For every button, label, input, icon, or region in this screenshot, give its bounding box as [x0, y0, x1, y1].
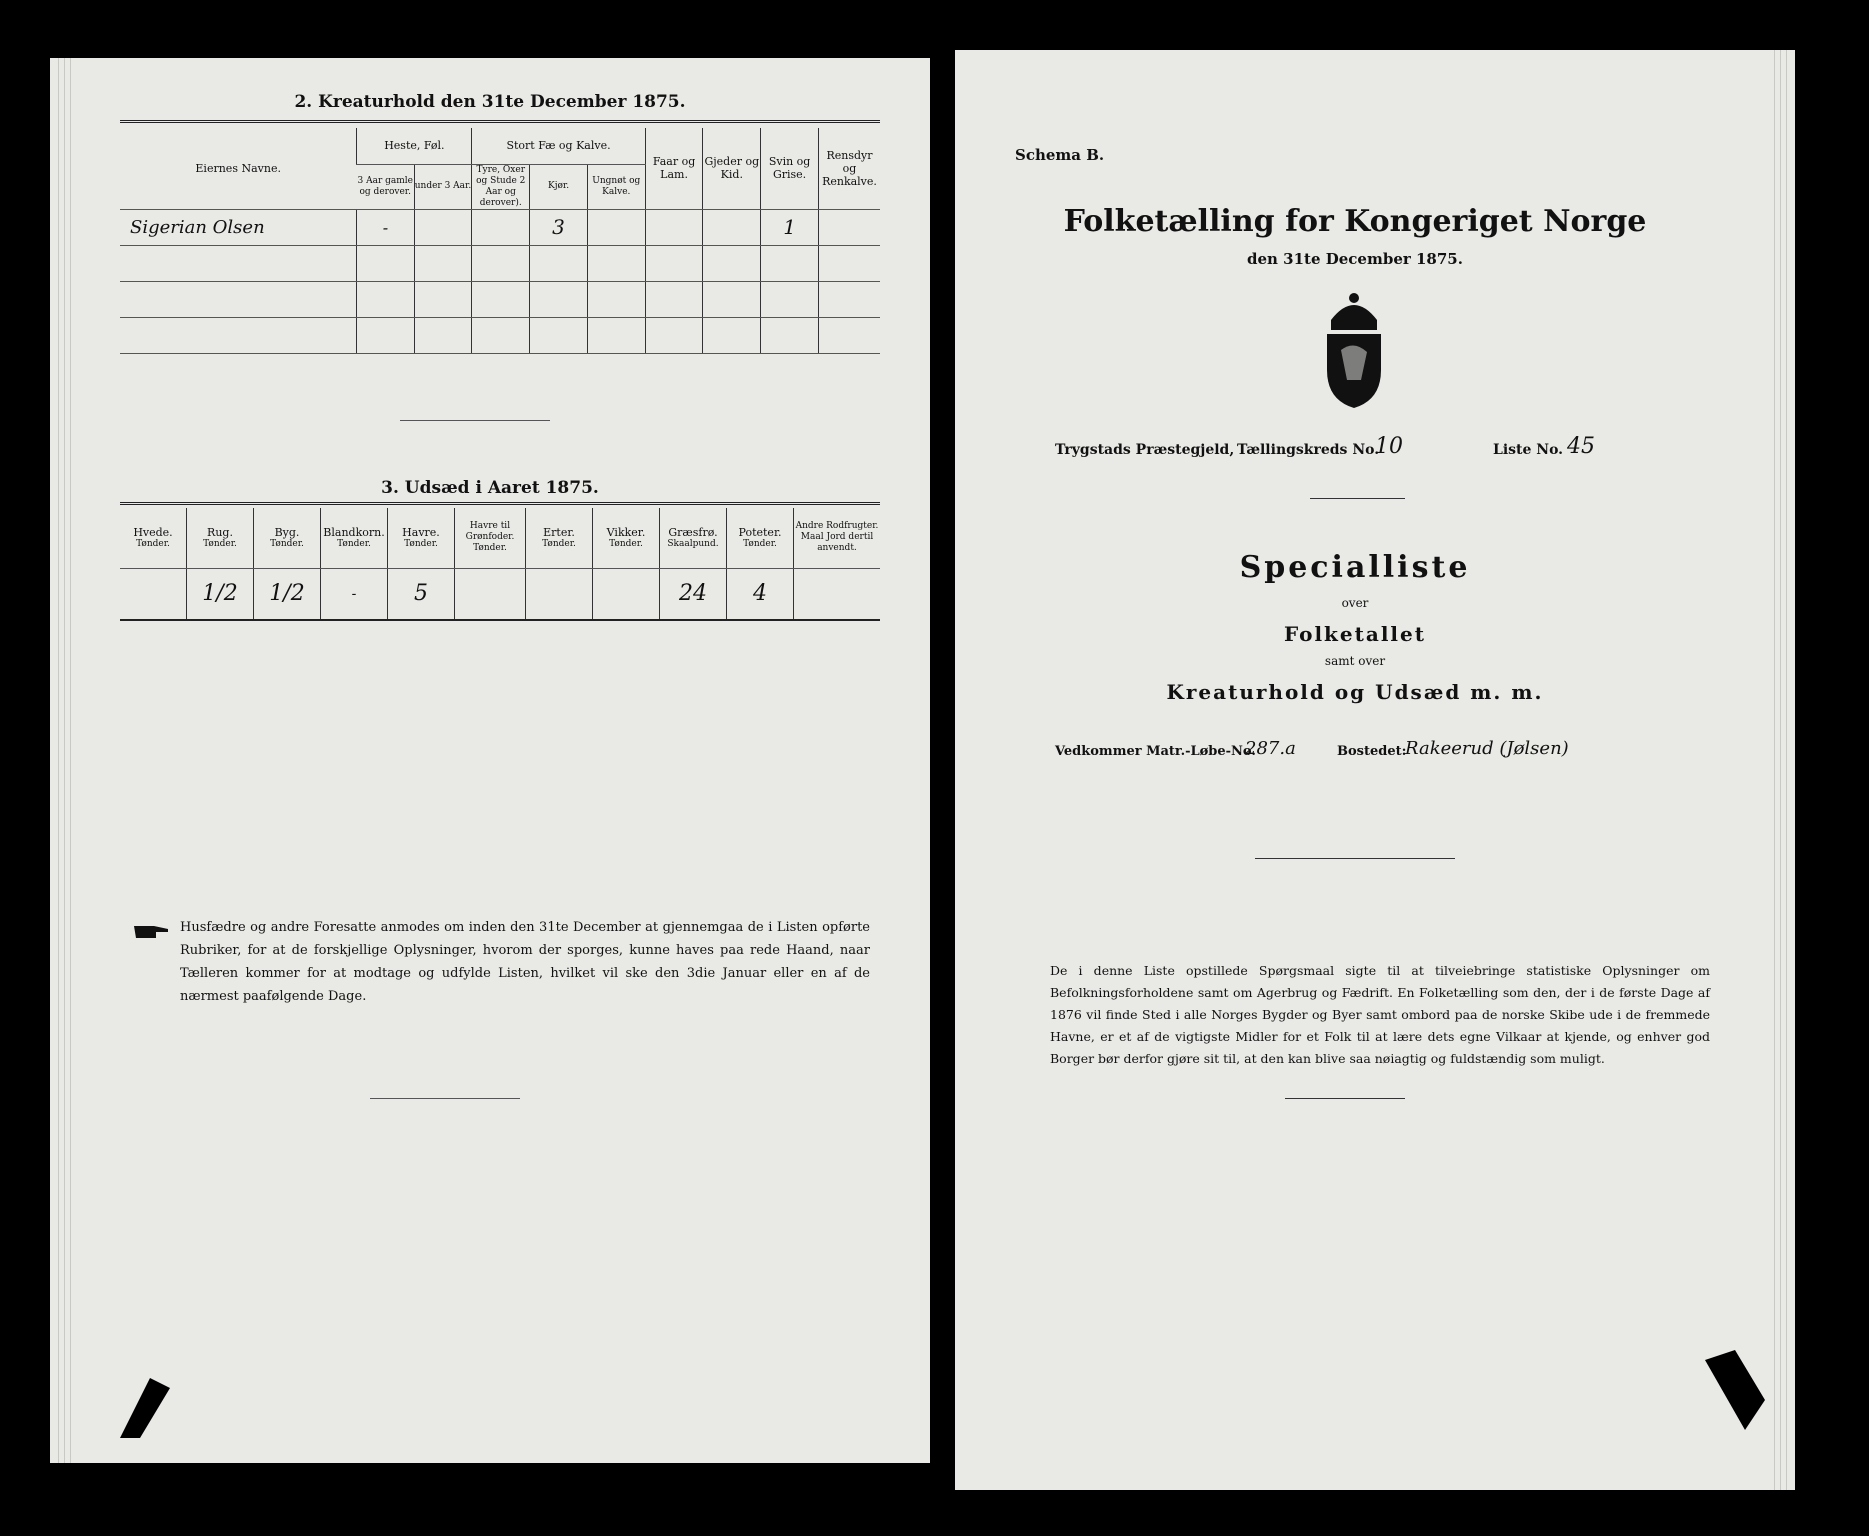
green-oats-value [455, 568, 526, 620]
goats-header: Gjeder og Kid. [703, 128, 761, 209]
seed-table [120, 508, 880, 621]
green-oats-header: Havre til Grønfoder. [465, 521, 515, 543]
barley-unit: Tønder. [270, 538, 304, 549]
right-page [955, 50, 1795, 1490]
rye-unit: Tønder. [203, 538, 237, 549]
grass-seed-value: 24 [660, 568, 727, 620]
grass-seed-header: Græsfrø. [668, 525, 718, 539]
wheat-header: Hvede. [133, 525, 173, 539]
bosted-value: Rakeerud (Jølsen) [1405, 738, 1569, 759]
potatoes-value: 4 [727, 568, 794, 620]
wheat-value [120, 568, 187, 620]
reindeer-header: Rensdyr og Renkalve. [818, 128, 880, 209]
bosted-label: Bostedet: [1337, 744, 1407, 759]
potatoes-unit: Tønder. [743, 538, 777, 549]
explanation-text: De i denne Liste opstillede Spørgsmaal sigte til at tilveiebringe statistiske Oplysninger om Befolkningsforholdene samt om Agerbrug og Fædrift. En Folketælling som den, der i de første Dage af 1876 vil finde Sted i alle Norges Bygder og Byer samt ombord paa de norske Skibe ude i de fremmede Havne, er et af de vigtigste Midler for et Folk til at lære dets egne Vilkaar at kjende, og enhver god Borger bør derfor gjøre sit til, at den kan blive saa nøiagtig og fuldstændig som muligt. [1050, 963, 1710, 1066]
specialliste-title: Specialliste [1239, 550, 1471, 585]
root-crops-unit: Maal Jord dertil anvendt. [800, 532, 874, 554]
green-oats-unit: Tønder. [473, 543, 507, 554]
owner-name-cell: Sigerian Olsen [120, 209, 357, 245]
vetch-value [593, 568, 660, 620]
mixed-grain-value: - [321, 568, 388, 620]
owner-col-header: Eiernes Navne. [120, 128, 357, 209]
pointing-hand-icon [132, 920, 172, 942]
cows-header: Kjør. [530, 164, 588, 209]
wheat-unit: Tønder. [136, 538, 170, 549]
oats-unit: Tønder. [404, 538, 438, 549]
barley-value: 1/2 [254, 568, 321, 620]
matr-value: 287.a [1245, 738, 1296, 759]
mixed-grain-header: Blandkorn. [323, 525, 385, 539]
samt-over-label: samt over [1324, 654, 1386, 668]
young-cattle-header: Ungnøt og Kalve. [587, 164, 645, 209]
district-value: 10 [1375, 434, 1403, 459]
kreatur-label: Kreaturhold og Udsæd m. m. [1166, 680, 1544, 704]
pigs-header: Svin og Grise. [761, 128, 819, 209]
seed-heading: 3. Udsæd i Aaret 1875. [381, 478, 599, 498]
horse-young-header: under 3 Aar. [414, 164, 472, 209]
livestock-table [120, 128, 880, 354]
vetch-unit: Tønder. [609, 538, 643, 549]
vetch-header: Vikker. [606, 525, 646, 539]
rye-value: 1/2 [187, 568, 254, 620]
peas-header: Erter. [543, 525, 575, 539]
oats-value: 5 [388, 568, 455, 620]
left-page [50, 58, 930, 1463]
potatoes-header: Poteter. [738, 525, 782, 539]
matr-label: Vedkommer Matr.-Løbe-No. [1055, 744, 1256, 759]
pigs-cell: 1 [761, 209, 819, 245]
over-label: over [1341, 596, 1369, 610]
census-date: den 31te December 1875. [1247, 250, 1463, 268]
cows-cell: 3 [530, 209, 588, 245]
horses-header: Heste, Føl. [357, 128, 472, 164]
bulls-header: Tyre, Oxer og Stude 2 Aar og derover). [472, 164, 530, 209]
cattle-header: Stort Fæ og Kalve. [472, 128, 645, 164]
mixed-grain-unit: Tønder. [337, 538, 371, 549]
rye-header: Rug. [207, 525, 233, 539]
barley-header: Byg. [274, 525, 300, 539]
sheep-header: Faar og Lam. [645, 128, 703, 209]
horses-old-cell: - [357, 209, 414, 245]
peas-value [526, 568, 593, 620]
list-value: 45 [1567, 434, 1595, 459]
schema-label: Schema B. [1015, 146, 1105, 164]
census-title: Folketælling for Kongeriget Norge [1063, 204, 1647, 239]
horse-old-header: 3 Aar gamle og derover. [357, 164, 414, 209]
folketallet-label: Folketallet [1284, 622, 1426, 646]
corner-mark-icon [1695, 1350, 1765, 1430]
grass-seed-unit: Skaalpund. [667, 538, 719, 549]
corner-mark-icon [120, 1378, 170, 1438]
livestock-heading: 2. Kreaturhold den 31te December 1875. [294, 92, 686, 112]
oats-header: Havre. [402, 525, 440, 539]
root-crops-value [794, 568, 881, 620]
peas-unit: Tønder. [542, 538, 576, 549]
root-crops-header: Andre Rodfrugter. [795, 521, 879, 532]
coat-of-arms-icon [1311, 290, 1397, 410]
list-label: Liste No. [1493, 442, 1564, 458]
parish-label: Trygstads Præstegjeld, [1055, 442, 1235, 458]
district-label: Tællingskreds No. [1237, 442, 1380, 458]
notice-text: Husfædre og andre Foresatte anmodes om inden den 31te December at gjennemgaa de i Listen opførte Rubriker, for at de forskjellige Oplysninger, hvorom der sporges, kunne haves paa rede Haand, naar Tælleren kommer for at modtage og udfylde Listen, hvilket vil ske den 3die Januar eller en af de nærmest paafølgende Dage. [180, 920, 870, 1004]
